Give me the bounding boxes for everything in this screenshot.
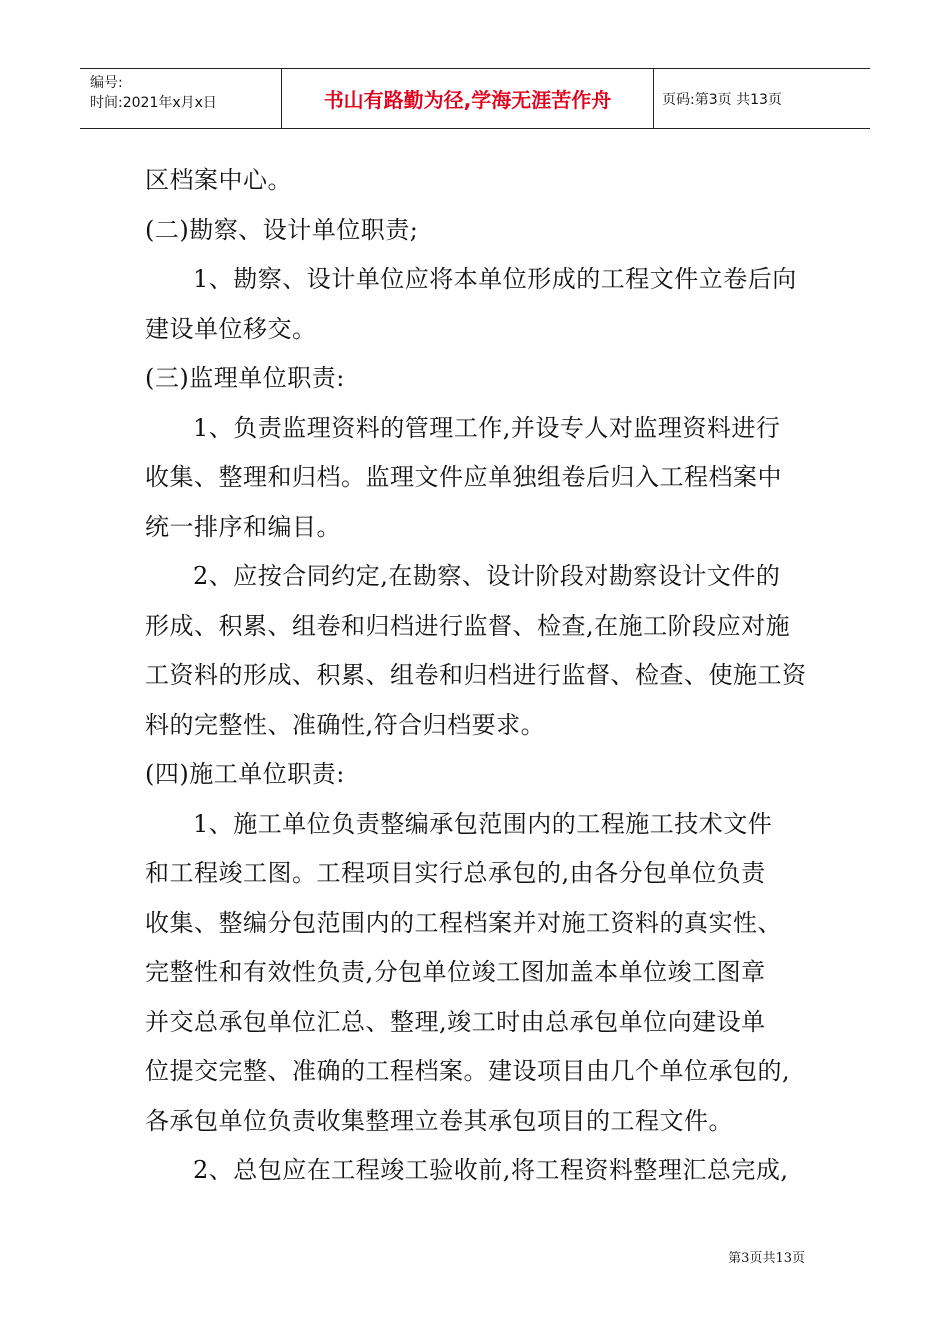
text-line: 1、勘察、设计单位应将本单位形成的工程文件立卷后向 — [193, 265, 797, 293]
text-line: 工资料的形成、积累、组卷和归档进行监督、检查、使施工资 — [145, 661, 807, 689]
text-line: 和工程竣工图。工程项目实行总承包的,由各分包单位负责 — [145, 859, 766, 887]
header-motto: 书山有路勤为径,学海无涯苦作舟 — [282, 69, 654, 128]
header-meta — [80, 69, 282, 128]
text-line: 1、负责监理资料的管理工作,并设专人对监理资料进行 — [193, 413, 781, 442]
text-line: 统一排序和编目。 — [145, 512, 341, 541]
text-line: (四)施工单位职责: — [145, 760, 345, 788]
page-header — [80, 68, 870, 129]
text-line: 各承包单位负责收集整理立卷其承包项目的工程文件。 — [145, 1106, 733, 1135]
text-line: 建设单位移交。 — [145, 314, 317, 343]
text-line: 料的完整性、准确性,符合归档要求。 — [145, 710, 546, 739]
text-line: 1、施工单位负责整编承包范围内的工程施工技术文件 — [193, 809, 773, 838]
number-label: 编号: — [90, 75, 123, 91]
text-line: 并交总承包单位汇总、整理,竣工时由总承包单位向建设单 — [145, 1007, 766, 1036]
document-body — [145, 156, 815, 1196]
text-line: 完整性和有效性负责,分包单位竣工图加盖本单位竣工图章 — [145, 958, 766, 986]
text-line: 收集、整理和归档。监理文件应单独组卷后归入工程档案中 — [145, 463, 782, 491]
text-line: 2、应按合同约定,在勘察、设计阶段对勘察设计文件的 — [193, 562, 781, 590]
text-line: 形成、积累、组卷和归档进行监督、检查,在施工阶段应对施 — [145, 611, 791, 640]
text-line: 位提交完整、准确的工程档案。建设项目由几个单位承包的, — [145, 1057, 791, 1085]
text-line: 收集、整编分包范围内的工程档案并对施工资料的真实性、 — [145, 908, 782, 937]
date-label: 时间:2021年x月x日 — [90, 95, 217, 111]
text-line: 区档案中心。 — [145, 166, 292, 194]
text-line: 2、总包应在工程竣工验收前,将工程资料整理汇总完成, — [193, 1156, 789, 1184]
text-line: (三)监理单位职责: — [145, 364, 345, 392]
text-line: (二)勘察、设计单位职责; — [145, 215, 419, 244]
page-footer: 第3页共13页 — [728, 1251, 805, 1266]
header-page-info: 页码:第3页 共13页 — [662, 91, 782, 108]
